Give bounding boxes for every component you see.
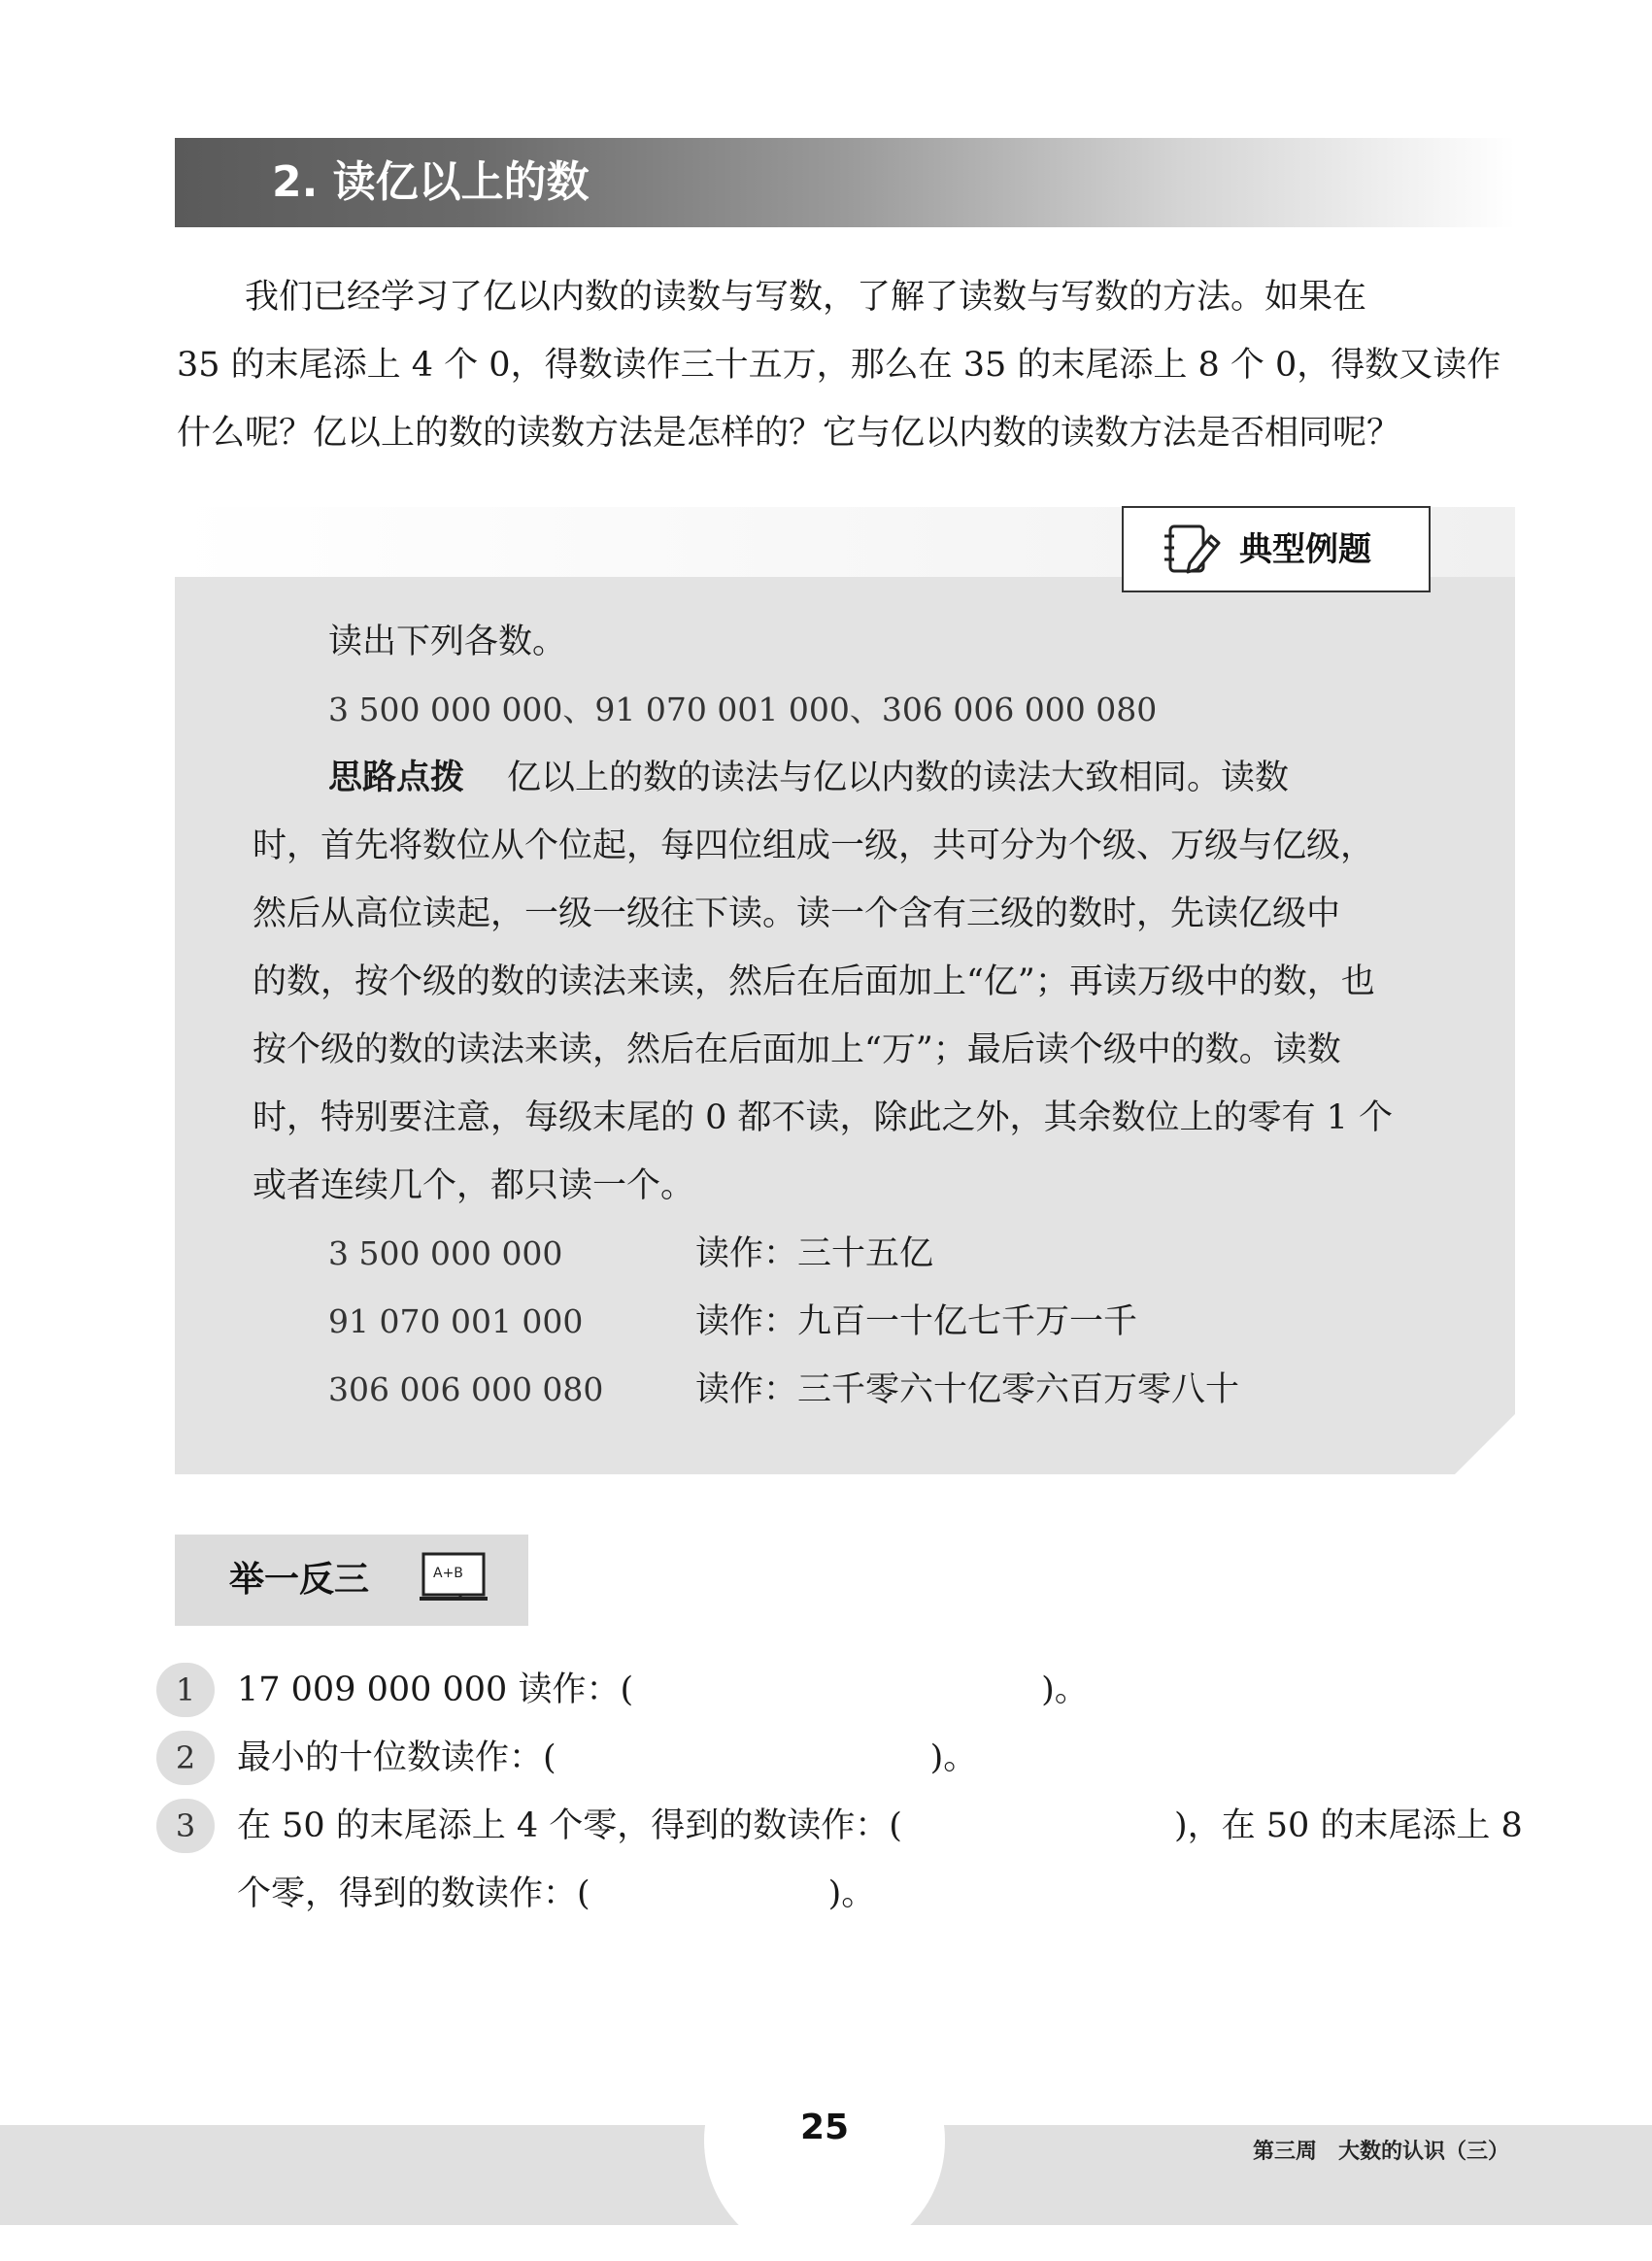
hint-line: 时，首先将数位从个位起，每四位组成一级，共可分为个级、万级与亿级， [253,827,1375,865]
example-tag-label: 典型例题 [1239,530,1371,569]
question-2-text: 最小的十位数读作：( )。 [237,1738,978,1777]
practice-title: 举一反三 [229,1560,370,1600]
example-numbers: 3 500 000 000、91 070 001 000、306 006 000 080 [328,691,1158,728]
intro-line-2: 35 的末尾添上 4 个 0，得数读作三十五万，那么在 35 的末尾添上 8 个 0，得数又读作 [177,346,1501,385]
page-number: 25 [799,2108,850,2147]
hint-line: 然后从高位读起，一级一级往下读。读一个含有三级的数时，先读亿级中 [253,894,1341,933]
answer-reading: 读作：九百一十亿七千万一千 [695,1302,1138,1341]
answer-reading: 读作：三千零六十亿零六百万零八十 [695,1370,1240,1409]
hint-line: 的数，按个级的数的读法来读，然后在后面加上“亿”；再读万级中的数，也 [253,962,1375,1001]
hint-label: 思路点拨 [328,759,465,797]
hint-first-line [328,744,1289,812]
question-number-badge: 2 [156,1731,215,1785]
blackboard-icon [418,1550,489,1606]
hint-line: 按个级的数的读法来读，然后在后面加上“万”；最后读个级中的数。读数 [253,1030,1341,1069]
hint-line: 或者连续几个，都只读一个。 [253,1166,695,1205]
answer-reading: 读作：三十五亿 [695,1234,934,1273]
question-number-badge: 1 [156,1663,215,1717]
intro-line-3: 什么呢？亿以上的数的读数方法是怎样的？它与亿以内数的读数方法是否相同呢？ [177,414,1401,453]
answer-number: 3 500 000 000 [328,1234,563,1272]
section-title: 2. 读亿以上的数 [272,157,590,207]
hint-line: 亿以上的数的读法与亿以内数的读法大致相同。读数 [507,759,1290,797]
notebook-pen-icon [1161,517,1225,581]
question-1-text: 17 009 000 000 读作：( )。 [237,1670,1089,1709]
hint-line: 时，特别要注意，每级末尾的 0 都不读，除此之外，其余数位上的零有 1 个 [253,1098,1394,1137]
example-task: 读出下列各数。 [328,623,567,661]
question-number-badge: 3 [156,1799,215,1853]
intro-line-1: 我们已经学习了亿以内数的读数与写数，了解了读数与写数的方法。如果在 [177,278,1367,317]
answer-number: 306 006 000 080 [328,1370,604,1408]
question-3-text-cont: 个零，得到的数读作：( )。 [237,1874,876,1913]
answer-number: 91 070 001 000 [328,1302,584,1340]
running-title: 第三周 大数的认识（三） [1253,2140,1510,2164]
svg-text:A+B: A+B [433,1566,463,1581]
question-3-text: 在 50 的末尾添上 4 个零，得到的数读作：( )，在 50 的末尾添上 8 [237,1806,1523,1845]
